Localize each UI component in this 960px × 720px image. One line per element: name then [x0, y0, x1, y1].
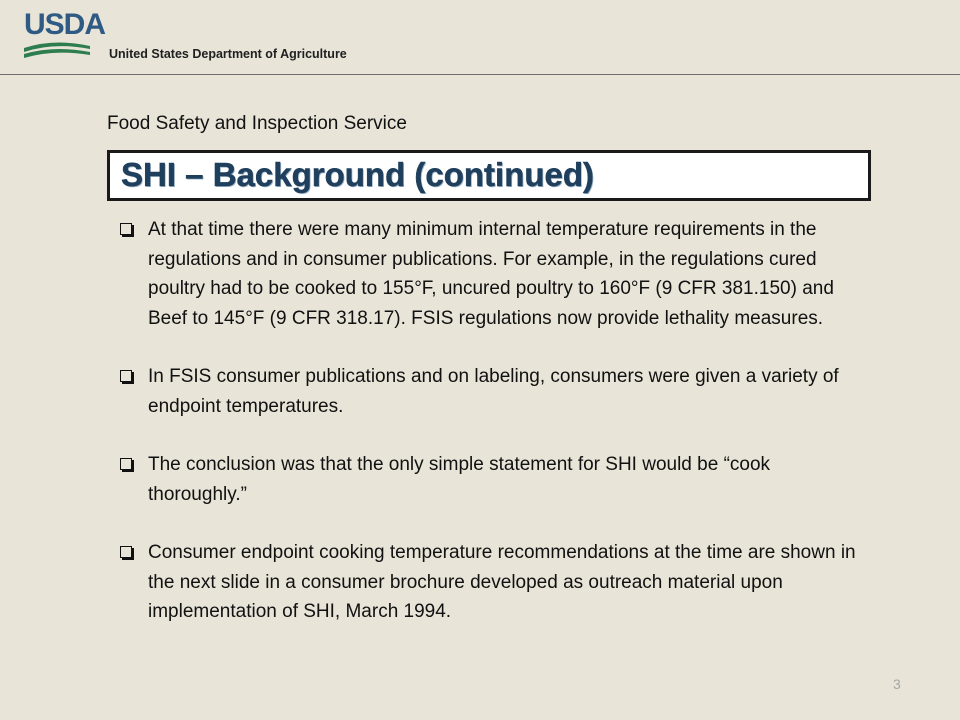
- usda-logo: [24, 8, 106, 60]
- bullet-item: [118, 215, 858, 333]
- header-bar: [0, 0, 960, 75]
- bullet-text: At that time there were many minimum internal temperature requirements in the regulations and in consumer publications. For example, in the regulations cured poultry had to be cooked to 155°F, uncured poultry to 160°F (9 CFR 381.150) and Beef to 145°F (9 CFR 318.17). FSIS regulations now provide lethality measures.: [148, 219, 834, 329]
- bullet-text: Consumer endpoint cooking temperature recommendations at the time are shown in the next slide in a consumer brochure developed as outreach material upon implementation of SHI, March 1994.: [148, 542, 856, 622]
- bullet-item: [118, 362, 858, 421]
- checkbox-bullet-icon: [120, 458, 132, 470]
- bullet-text: The conclusion was that the only simple statement for SHI would be “cook thoroughly.”: [148, 454, 771, 505]
- checkbox-bullet-icon: [120, 223, 132, 235]
- bullet-item: [118, 538, 858, 627]
- checkbox-bullet-icon: [120, 546, 132, 558]
- logo-swoosh-icon: [24, 40, 90, 60]
- bullet-text: In FSIS consumer publications and on labeling, consumers were given a variety of endpoint temperatures.: [148, 366, 839, 417]
- slide-title-box: [107, 150, 871, 201]
- bullet-item: [118, 450, 858, 509]
- agency-name: Food Safety and Inspection Service: [107, 113, 407, 134]
- department-name: United States Department of Agriculture: [109, 47, 347, 61]
- bullet-list: [118, 215, 858, 627]
- checkbox-bullet-icon: [120, 370, 132, 382]
- page-number: 3: [893, 676, 901, 692]
- logo-text: USDA: [24, 8, 106, 41]
- slide-title: SHI – Background (continued): [121, 156, 595, 193]
